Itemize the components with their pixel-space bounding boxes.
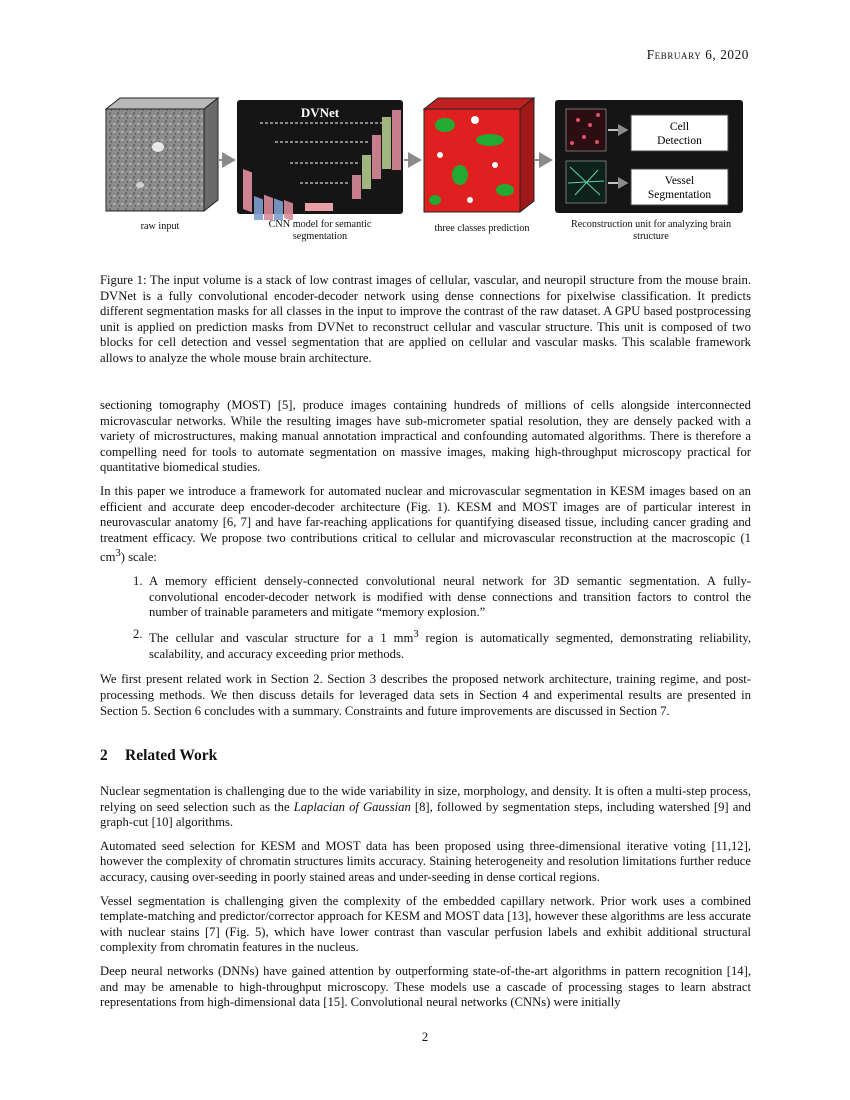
figure-1-diagram bbox=[100, 95, 750, 220]
reconstruction-panel bbox=[555, 100, 743, 213]
vessel-segmentation-line2: Segmentation bbox=[647, 189, 712, 201]
paragraph-contributions: In this paper we introduce a framework for automated nuclear and microvascular segmentation in KESM images based on an efficient and accurate deep encoder-decoder architecture (Fig. 1). KESM and MOST images are of particular interest in neurovascular anatomy [6, 7] and have far-reaching applications for quantifying diseased tissue, including cancer grading and treatment efficacy. We propose two contributions critical to cellular and microvascular reconstruction at the macroscopic (1 $cm^3$) scale: bbox=[100, 483, 751, 565]
header-date-text: February 6, 2020 bbox=[646, 47, 749, 62]
running-header-date bbox=[647, 47, 749, 63]
label-three-classes: three classes prediction bbox=[434, 223, 530, 234]
label-reconstruction: Reconstruction unit for analyzing brain structure bbox=[570, 219, 732, 242]
label-raw-input: raw input bbox=[140, 221, 180, 232]
prediction-cube bbox=[424, 98, 534, 212]
paragraph-outline: We first present related work in Section 2. Section 3 describes the proposed network architecture, training regime, and post-processing methods. We then discuss details for leveraged data sets in Section 4 and experimental results are presented in Section 5. Section 6 concludes with a summary. Constraints and future improvements are discussed in Section 7. bbox=[100, 672, 751, 718]
list-item: 2. The cellular and vascular structure for a 1 $mm^3$ region is automatically segmented, demonstrating reliability, scalability, and accuracy exceeding prior methods. bbox=[133, 626, 751, 661]
dvnet-panel bbox=[237, 100, 403, 220]
paragraph: Deep neural networks (DNNs) have gained attention by outperforming state-of-the-art algorithms in pattern recognition [14], and may be amenable to high-throughput microscopy. These models use a cascade of processing stages to learn abstract representations from high-dimensional data [15]. Convolutional neural networks (CNNs) were initially bbox=[100, 963, 751, 1010]
paragraph: sectioning tomography (MOST) [5], produce images containing hundreds of millions of cells alongside interconnected microvascular networks. While the resulting images have sub-micrometer spatial resolution, they are densely packed with a variety of microstructures, making manual annotation impractical and confounding automated algorithms. There is therefore a compelling need for tools to automate segmentation on massive images, making high-throughput microscopy practical for quantitative biomedical studies. bbox=[100, 398, 751, 475]
intro-continuation bbox=[100, 398, 751, 727]
label-cnn-model: CNN model for semantic segmentation bbox=[268, 219, 372, 242]
paragraph: Nuclear segmentation is challenging due to the wide variability in size, morphology, and density. It is often a multi-step process, relying on seed selection such as the Laplacian of Gaussian [8], followed by segmentation steps, including watershed [9] and graph-cut [10] algorithms. bbox=[100, 784, 751, 830]
related-work-body bbox=[100, 784, 751, 1019]
section-heading-related-work bbox=[100, 747, 217, 765]
paragraph: Automated seed selection for KESM and MOST data has been proposed using three-dimensional iterative voting [11,12], however the complexity of chromatin structures limits accuracy. Staining heterogeneity and resolution limitations further reduce accuracy, causing over-seeding in poorly stained areas and under-seeding in dense cortical regions. bbox=[100, 838, 751, 884]
raw-input-cube bbox=[106, 98, 218, 211]
contributions-list bbox=[100, 574, 751, 662]
cell-detection-line1: Cell bbox=[669, 121, 690, 133]
vessel-segmentation-line1: Vessel bbox=[664, 175, 695, 187]
paragraph: Vessel segmentation is challenging given the complexity of the embedded capillary network. Prior work uses a combined template-matching and predictor/corrector approach for KESM and MOST data [13], however these algorithms are less accurate with nuclear stains [7] (Fig. 5), which have lower contrast than vascular perfusion labels and exhibit additional structural complexity from chromatin features in the nucleus. bbox=[100, 893, 751, 955]
section-number: 2 bbox=[100, 747, 108, 764]
list-item: 1. A memory efficient densely-connected convolutional neural network for 3D semantic segmentation. A fully-convolutional encoder-decoder network is modified with dense connections and transition factors to control the number of trainable parameters and mitigate “memory explosion.” bbox=[133, 574, 751, 620]
figure-1-caption: Figure 1: The input volume is a stack of low contrast images of cellular, vascular, and neuropil structure from the mouse brain. DVNet is a fully convolutional encoder-decoder network using dense connections for pixelwise classification. It predicts different segmentation masks for all classes in the input to improve the contrast of the raw dataset. A GPU based postprocessing unit is applied on prediction masks from DVNet to reconstruct cellular and vascular structure. This unit is composed of two blocks for cell detection and vessel segmentation that are applied on cellular and vascular masks. This scalable framework allows to analyze the whole mouse brain architecture. bbox=[100, 273, 751, 365]
section-title: Related Work bbox=[125, 747, 218, 764]
figure-1 bbox=[100, 95, 750, 255]
dvnet-title: DVNet bbox=[300, 105, 340, 120]
page-number: 2 bbox=[421, 1030, 429, 1044]
cell-detection-line2: Detection bbox=[657, 135, 702, 147]
